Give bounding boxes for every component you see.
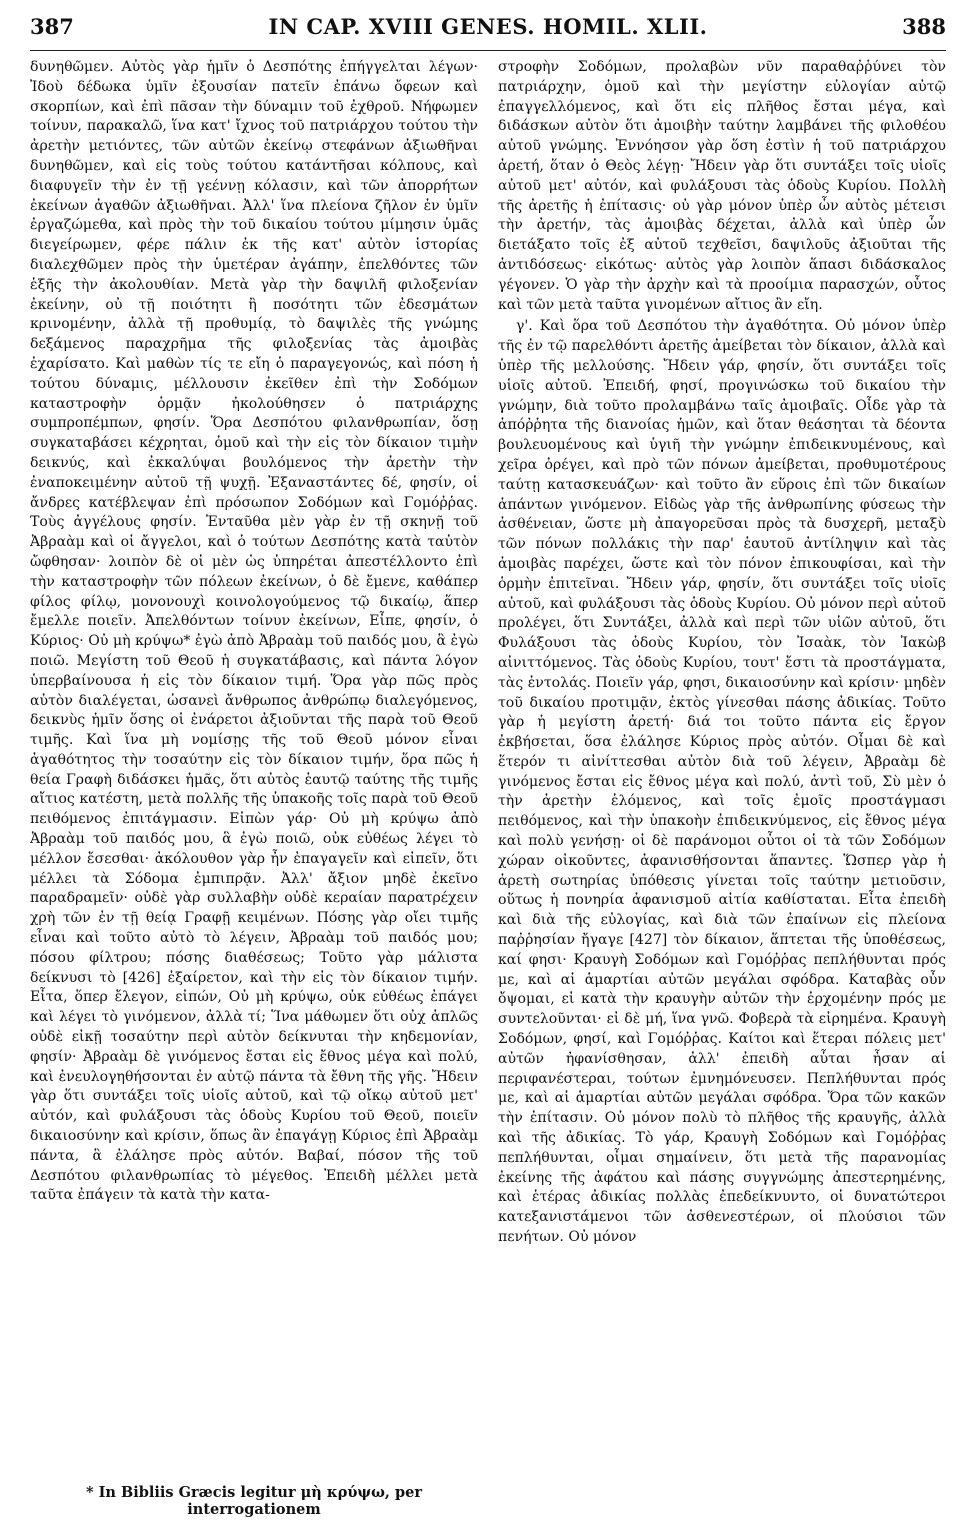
left-paragraph: δυνηθῶμεν. Αὐτὸς γὰρ ἡμῖν ὁ Δεσπότης ἐπήγγελται λέγων· Ἰδοὺ δέδωκα ὑμῖν ἐξουσίαν πατεῖν ἐπάνω ὄφεων καὶ σκορπίων, καὶ ἐπὶ πᾶσαν τὴν δύναμιν τοῦ ἐχθροῦ. Νήφωμεν τοίνυν, παρακαλῶ, ἵνα κατ' ἴχνος τοῦ πατριάρχου τούτου τὴν ἀρετὴν μετιόντες, τῶν αὐτῶν ἐκείνῳ στεφάνων ἀξιωθῆναι δυνηθῶμεν, καὶ εἰς τοὺς τούτου κατάντῆσαι κόλπους, καὶ διαφυγεῖν τὴν ἐν τῇ γεέννῃ κόλασιν, καὶ τῶν ἀπορρήτων ἐκείνων ἀγαθῶν ἀξιωθῆναι. Ἀλλ' ἵνα πλείονα ζῆλον ἐν ὑμῖν ἐργαζώμεθα, καὶ πρὸς τὴν τοῦ δικαίου τούτου μίμησιν ὑμᾶς διεγείρωμεν, φέρε πάλιν ἐκ τῆς κατ' αὐτὸν ἱστορίας διαλεχθῶμεν πρὸς τὴν ὑμετέραν ἀγάπην, ἐπελθόντες τῶν ἑξῆς τὴν ἀκολουθίαν. Μετὰ γὰρ τὴν δαψιλῆ φιλοξενίαν ἐκείνην, οὐ τῇ ποιότητι ἢ ποσότητι τῶν ἐδεσμάτων κρινομένην, ἀλλὰ τῇ προθυμίᾳ, τὸ δαψιλὲς τῆς γνώμης δεξάμενος παραχρῆμα τῆς φιλοξενίας τὰς ἀμοιβὰς ἐχαρίσατο. Καὶ μαθὼν τίς τε εἴη ὁ παραγεγονώς, καὶ πόση ἡ τούτου δύναμις, μέλλουσιν ἐκεῖθεν ἐπὶ τὴν Σοδόμων καταστροφὴν ὁρμᾷν ἠκολούθησεν ὁ πατριάρχης συμπροπέμπων, φησίν. Ὅρα Δεσπότου φιλανθρωπίαν, ὅσῃ συγκαταβάσει κέχρηται, ὁμοῦ καὶ τὴν εἰς τὸν δίκαιον τιμὴν δεικνύς, καὶ ἐκκαλύψαι βουλόμενος τὴν ἀρετὴν τὴν ἐναποκειμένην αὐτοῦ τῇ ψυχῇ. Ἐξαναστάντες δέ, φησίν, οἱ ἄνδρες κατέβλεψαν ἐπὶ πρόσωπον Σοδόμων καὶ Γομόῤῥας. Τοὺς ἀγγέλους φησίν. Ἐνταῦθα μὲν γὰρ ἐν τῇ σκηνῇ τοῦ Ἀβραὰμ καὶ οἱ ἄγγελοι, καὶ ὁ τούτων Δεσπότης κατὰ ταὐτὸν ὤφθησαν· λοιπὸν δὲ οἱ μὲν ὡς ὑπηρέται ἀπεστέλλοντο ἐπὶ τὴν καταστροφὴν τῶν πόλεων ἐκείνων, ὁ δὲ ἔμενε, καθάπερ φίλος φίλῳ, μονονουχὶ κοινολογούμενος τῷ δικαίῳ, ἅπερ ἔμελλε ποιεῖν. Ἀπελθόντων τοίνυν ἐκείνων, Εἶπε, φησίν, ὁ Κύριος· Οὐ μὴ κρύψω* ἐγὼ ἀπὸ Ἀβραὰμ τοῦ παιδός μου, ἃ ἐγὼ ποιῶ. Μεγίστη τοῦ Θεοῦ ἡ συγκατάβασις, καὶ πάντα λόγον ὑπερβαίνουσα ἡ εἰς τὸν δίκαιον τιμή. Ὅρα γὰρ πῶς πρὸς αὐτὸν διαλέγεται, ὡσανεὶ ἄνθρωπος ἀνθρώπῳ διαλεγόμενος, δεικνὺς ἡμῖν ὅσης οἱ ἐνάρετοι ἀξιοῦνται τῆς παρὰ τοῦ Θεοῦ τιμῆς. Καὶ ἵνα μὴ νομίσῃς τῆς τοῦ Θεοῦ μόνον εἶναι ἀγαθότητος τὴν τοσαύτην εἰς τὸν δίκαιον τιμήν, ὅρα πῶς ἡ θεία Γραφὴ διδάσκει ἡμᾶς, ὅτι αὐτὸς ἑαυτῷ ταύτης τῆς τιμῆς αἴτιος κατέστη, μετὰ πολλῆς τῆς ὑπακοῆς τοῖς παρὰ τοῦ Θεοῦ πειθόμενος ἐπιτάγμασιν. Εἰπὼν γάρ· Οὐ μὴ κρύψω ἀπὸ Ἀβραὰμ τοῦ παιδός μου, ἃ ἐγὼ ποιῶ, οὐκ εὐθέως λέγει τὸ μέλλον ἔσεσθαι· ἀκόλουθον γὰρ ἦν ἐπαγαγεῖν καὶ εἰπεῖν, ὅτι μέλλει τὰ Σόδομα ἐμπιπρᾷν. Ἀλλ' ἄξιον μηδὲ ἐκεῖνο παραδραμεῖν· οὐδὲ γὰρ συλλαβὴν οὐδὲ κεραίαν παρατρέχειν χρὴ τῶν ἐν τῇ θείᾳ Γραφῇ κειμένων. Πόσης γὰρ οἴει τιμῆς εἶναι καὶ τοῦτο αὐτὸ τὸ λέγειν, Ἀβραὰμ τοῦ παιδός μου; πόσου φίλτρου; πόσης διαθέσεως; Τοῦτο γὰρ μάλιστα δείκνυσι τὸ [426] ἐξαίρετον, καὶ τὴν εἰς τὸν δίκαιον τιμήν. Εἶτα, ὅπερ ἔλεγον, εἰπών, Οὐ μὴ κρύψω, οὐκ εὐθέως ἐπάγει καὶ λέγει τὸ γινόμενον, ἀλλὰ τί; Ἵνα μάθωμεν ὅτι οὐχ ἁπλῶς οὐδὲ εἰκῇ τοσαύτην περὶ αὐτὸν δείκνυται τὴν κηδεμονίαν, φησίν· Ἀβραὰμ δὲ γινόμενος ἔσται εἰς ἔθνος μέγα καὶ πολύ, καὶ ἐνευλογηθήσονται ἐν αὐτῷ πάντα τὰ ἔθνη τῆς γῆς. Ἤδειν γὰρ ὅτι συντάξει τοῖς υἱοῖς αὐτοῦ, καὶ τῷ οἴκῳ αὐτοῦ μετ' αὐτόν, καὶ φυλάξουσι τὰς ὁδοὺς Κυρίου τοῦ Θεοῦ, ποιεῖν δικαιοσύνην καὶ κρίσιν, ὅπως ἂν ἐπαγάγῃ Κύριος ἐπὶ Ἀβραὰμ πάντα, ἃ ἐλάλησε πρὸς αὐτόν. Βαβαί, πόσον τῆς τοῦ Δεσπότου φιλανθρωπίας τὸ μέγεθος. Ἐπειδὴ μέλλει μετὰ ταῦτα ἐπάγειν τὰ κατὰ τὴν κατα-: [30, 59, 478, 1204]
running-header: [30, 14, 946, 54]
footnote: * In Bibliis Græcis legitur μὴ κρύψω, per interrogationem: [86, 1484, 422, 1518]
right-paragraph-2: γ'. Καὶ ὅρα τοῦ Δεσπότου τὴν ἀγαθότητα. Οὐ μόνον ὑπὲρ τῆς ἐν τῷ παρελθόντι ἀρετῆς ἀμείβεται τὸν δίκαιον, ἀλλὰ καὶ ὑπὲρ τῆς μελλούσης. Ἤδειν γάρ, φησίν, ὅτι συντάξει τοῖς υἱοῖς αὐτοῦ. Ἐπειδή, φησί, προγινώσκω τοῦ δικαίου τὴν γνώμην, διὰ τοῦτο προλαμβάνω ταῖς ἀμοιβαῖς. Οἶδε γὰρ τὰ ἀπόῤῥητα τῆς διανοίας ἡμῶν, καὶ ὅταν θεάσηται τὰ δέοντα βουλευομένους καὶ ὑγιῆ τὴν γνώμην ἐπιδεικνυμένους, καὶ χεῖρα ὀρέγει, καὶ πρὸ τῶν πόνων ἀμείβεται, προθυμοτέρους ταύτῃ κατασκευάζων· καὶ τοῦτο ἂν εὕροις ἐπὶ τῶν δικαίων ἁπάντων γινόμενον. Εἰδὼς γὰρ τῆς ἀνθρωπίνης φύσεως τὴν ἀσθένειαν, ὥστε μὴ ἀπαγορεῦσαι πρὸς τὰ δυσχερῆ, μεταξὺ τῶν πόνων πολλάκις τὴν παρ' ἑαυτοῦ ἀντίληψιν καὶ τὰς ἀμοιβὰς παρέχει, ὥστε καὶ τὸν πόνον ἐπικουφίσαι, καὶ τὴν ὁρμὴν ἐπιτεῖναι. Ἤδειν γάρ, φησίν, ὅτι συντάξει τοῖς υἱοῖς αὐτοῦ, καὶ φυλάξουσι τὰς ὁδοὺς Κυρίου. Οὐ μόνον περὶ αὐτοῦ προλέγει, ὅτι Συντάξει, ἀλλὰ καὶ περὶ τῶν υἱῶν αὐτοῦ, ὅτι Φυλάξουσι τὰς ὁδοὺς Κυρίου, τὸν Ἰσαὰκ, τὸν Ἰακὼβ αἰνιττόμενος. Τὰς ὁδοὺς Κυρίου, τουτ' ἔστι τὰ προστάγματα, τὰς ἐντολάς. Ποιεῖν γάρ, φησι, δικαιοσύνην καὶ κρίσιν· μηδὲν τοῦ δικαίου προτιμᾷν, ἐκτὸς γίνεσθαι πάσης ἀδικίας. Τοῦτο γὰρ ἡ μεγίστη ἀρετή· διά τοι τοῦτο πάντα εἰς ἔργον ἐκβήσεται, ὅσα ἐλάλησε Κύριος πρὸς αὐτόν. Οἶμαι δὲ καὶ ἕτερόν τι αἰνίττεσθαι αὐτὸν διὰ τοῦ λέγειν, Ἀβραὰμ δὲ γινόμενος ἔσται εἰς ἔθνος μέγα καὶ πολύ, ἀντὶ τοῦ, Σὺ μὲν ὁ τὴν ἀρετὴν ἑλόμενος, καὶ τοῖς ἐμοῖς προστάγμασι πειθόμενος, καὶ τὴν ὑπακοὴν ἐπιδεικνύμενος, εἰς ἔθνος μέγα καὶ πολὺ γενήσῃ· οἱ δὲ παράνομοι οὗτοι οἱ τὰ τῶν Σοδόμων χώραν οἰκοῦντες, ἀφανισθήσονται ἅπαντες. Ὥσπερ γὰρ ἡ ἀρετὴ σωτηρίας ὑπόθεσις γίνεται τοῖς ταύτην μετιοῦσιν, οὕτως ἡ πονηρία ἀφανισμοῦ αἰτία καθίσταται. Εἶτα ἐπειδὴ καὶ διὰ τῆς εὐλογίας, καὶ διὰ τῶν ἐπαίνων εἰς πλείονα παῤῥησίαν ἤγαγε [427] τὸν δίκαιον, ἅπτεται τῆς ὑποθέσεως, καί φησι· Κραυγὴ Σοδόμων καὶ Γομόῤῥας πεπλήθυνται πρός με, καὶ αἱ ἁμαρτίαι αὐτῶν μεγάλαι σφόδρα. Καταβὰς οὖν ὄψομαι, εἰ κατὰ τὴν κραυγὴν αὐτῶν τὴν ἐρχομένην πρός με συντελοῦνται· εἰ δὲ μή, ἵνα γνῶ. Φοβερὰ τὰ εἰρημένα. Κραυγὴ Σοδόμων, φησί, καὶ Γομόῤῥας. Καίτοι καὶ ἕτεραι πόλεις μετ' αὐτῶν ἠφανίσθησαν, ἀλλ' ἐπειδὴ αὗται ἦσαν αἱ περιφανέστεραι, τούτων ἐμνημόνευσεν. Πεπλήθυνται πρός με, καὶ αἱ ἁμαρτίαι αὐτῶν μεγάλαι σφόδρα. Ὅρα τῶν κακῶν τὴν ἐπίτασιν. Οὐ μόνον πολὺ τὸ πλῆθος τῆς κραυγῆς, ἀλλὰ καὶ τῆς ἀδικίας. Τὸ γάρ, Κραυγὴ Σοδόμων καὶ Γομόῤῥας πεπλήθυνται, οἶμαι σημαίνειν, ὅτι μετὰ τῆς παρανομίας ἐκείνης τῆς ἀφάτου καὶ πάσης συγγνώμης ἀπεστερημένης, καὶ ἑτέρας ἀδικίας πολλὰς ἐπεδείκνυντο, οἱ δυνατώτεροι κατεξανιστάμενοι τῶν ἀσθενεστέρων, οἱ πλούσιοι τῶν πενήτων. Οὐ μόνον: [498, 318, 946, 1246]
page-number-left: 387: [30, 14, 74, 39]
page-number-right: 388: [902, 14, 946, 39]
left-column: [30, 58, 478, 1478]
header-rule: [30, 50, 946, 51]
right-column: [498, 58, 946, 1532]
right-paragraph-1: στροφὴν Σοδόμων, προλαβὼν νῦν παραθαῤῥύνει τὸν πατριάρχην, ὁμοῦ καὶ τὴν μεγίστην εὐλογίαν αὐτῷ ἐπαγγελλόμενος, καὶ ὅτι εἰς πλῆθος ἔσται μέγα, καὶ διδάσκων αὐτὸν ὅτι ἀμοιβὴν ταύτην λαμβάνει τῆς φιλοθέου αὐτοῦ γνώμης. Ἐννόησον γὰρ ὅση ἐστὶν ἡ τοῦ πατριάρχου ἀρετή, ὅταν ὁ Θεὸς λέγῃ· Ἤδειν γὰρ ὅτι συντάξει τοῖς υἱοῖς αὐτοῦ μετ' αὐτόν, καὶ φυλάξουσι τὰς ὁδοὺς Κυρίου. Πολλὴ τῆς ἀρετῆς ἡ ἐπίτασις· οὐ γὰρ μόνον ὑπὲρ ὧν αὐτὸς μέτεισι τὴν ἀρετήν, τὰς ἀμοιβὰς δέχεται, ἀλλὰ καὶ ὑπὲρ ὧν διετάξατο τοῖς ἐξ αὐτοῦ τεχθεῖσι, δαψιλοῦς ἀξιοῦται τῆς ἀντιδόσεως· εἰκότως· αὐτὸς γὰρ λοιπὸν ἅπασι διδάσκαλος γέγονεν. Ὁ γὰρ τὴν ἀρχὴν καὶ τὰ προοίμια παρασχών, οὗτος καὶ τῶν μετὰ ταῦτα γινομένων αἴτιος ἂν εἴη.: [498, 59, 946, 313]
running-title: IN CAP. XVIII GENES. HOMIL. XLII.: [268, 14, 708, 39]
